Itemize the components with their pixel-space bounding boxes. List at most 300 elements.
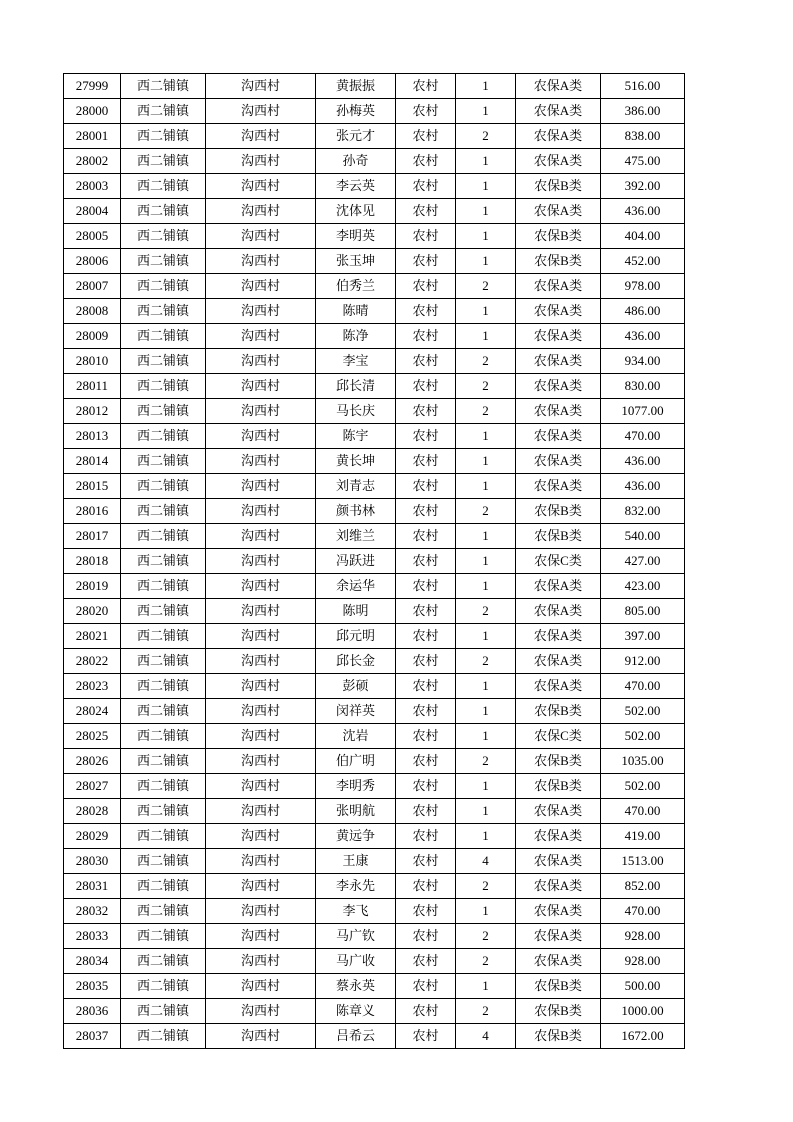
- cell-id: 28023: [64, 674, 121, 699]
- cell-amount: 404.00: [601, 224, 685, 249]
- cell-type: 农村: [396, 99, 456, 124]
- cell-type: 农村: [396, 399, 456, 424]
- table-row: [64, 174, 685, 199]
- cell-amount: 832.00: [601, 499, 685, 524]
- cell-type: 农村: [396, 799, 456, 824]
- cell-category: 农保B类: [516, 249, 601, 274]
- cell-category: 农保A类: [516, 899, 601, 924]
- cell-town: 西二铺镇: [121, 824, 206, 849]
- cell-town: 西二铺镇: [121, 574, 206, 599]
- cell-type: 农村: [396, 974, 456, 999]
- cell-town: 西二铺镇: [121, 74, 206, 99]
- table-row: [64, 899, 685, 924]
- table-row: [64, 374, 685, 399]
- cell-type: 农村: [396, 524, 456, 549]
- cell-name: 王康: [316, 849, 396, 874]
- cell-count: 1: [456, 149, 516, 174]
- table-row: [64, 199, 685, 224]
- cell-amount: 470.00: [601, 899, 685, 924]
- cell-town: 西二铺镇: [121, 849, 206, 874]
- cell-town: 西二铺镇: [121, 399, 206, 424]
- cell-count: 1: [456, 674, 516, 699]
- table-row: [64, 674, 685, 699]
- cell-name: 孙梅英: [316, 99, 396, 124]
- cell-count: 1: [456, 99, 516, 124]
- cell-amount: 486.00: [601, 299, 685, 324]
- cell-id: 28031: [64, 874, 121, 899]
- cell-category: 农保B类: [516, 999, 601, 1024]
- cell-name: 陈宇: [316, 424, 396, 449]
- cell-name: 黄长坤: [316, 449, 396, 474]
- cell-village: 沟西村: [206, 849, 316, 874]
- table-row: [64, 74, 685, 99]
- cell-amount: 516.00: [601, 74, 685, 99]
- cell-type: 农村: [396, 949, 456, 974]
- cell-town: 西二铺镇: [121, 474, 206, 499]
- cell-type: 农村: [396, 874, 456, 899]
- cell-name: 马广收: [316, 949, 396, 974]
- cell-type: 农村: [396, 674, 456, 699]
- cell-name: 伯广明: [316, 749, 396, 774]
- cell-category: 农保B类: [516, 1024, 601, 1049]
- cell-name: 张明航: [316, 799, 396, 824]
- cell-name: 李永先: [316, 874, 396, 899]
- cell-village: 沟西村: [206, 124, 316, 149]
- cell-id: 28002: [64, 149, 121, 174]
- cell-id: 28035: [64, 974, 121, 999]
- cell-count: 1: [456, 299, 516, 324]
- table-row: [64, 224, 685, 249]
- cell-count: 2: [456, 399, 516, 424]
- cell-id: 28009: [64, 324, 121, 349]
- cell-count: 2: [456, 874, 516, 899]
- cell-count: 1: [456, 224, 516, 249]
- table-row: [64, 149, 685, 174]
- cell-amount: 540.00: [601, 524, 685, 549]
- cell-name: 马广钦: [316, 924, 396, 949]
- cell-id: 28022: [64, 649, 121, 674]
- cell-type: 农村: [396, 649, 456, 674]
- cell-amount: 1000.00: [601, 999, 685, 1024]
- cell-count: 1: [456, 549, 516, 574]
- cell-name: 陈净: [316, 324, 396, 349]
- cell-count: 2: [456, 649, 516, 674]
- cell-type: 农村: [396, 474, 456, 499]
- cell-name: 沈体见: [316, 199, 396, 224]
- cell-town: 西二铺镇: [121, 324, 206, 349]
- cell-amount: 912.00: [601, 649, 685, 674]
- cell-amount: 436.00: [601, 324, 685, 349]
- cell-count: 1: [456, 324, 516, 349]
- cell-amount: 1672.00: [601, 1024, 685, 1049]
- records-table: [63, 73, 685, 1049]
- table-row: [64, 549, 685, 574]
- cell-name: 刘青志: [316, 474, 396, 499]
- cell-type: 农村: [396, 249, 456, 274]
- cell-village: 沟西村: [206, 324, 316, 349]
- table-row: [64, 699, 685, 724]
- table-row: [64, 499, 685, 524]
- table-row: [64, 574, 685, 599]
- cell-name: 邱长金: [316, 649, 396, 674]
- cell-village: 沟西村: [206, 424, 316, 449]
- cell-id: 28001: [64, 124, 121, 149]
- cell-type: 农村: [396, 899, 456, 924]
- cell-name: 李云英: [316, 174, 396, 199]
- cell-name: 闵祥英: [316, 699, 396, 724]
- cell-town: 西二铺镇: [121, 699, 206, 724]
- cell-id: 28013: [64, 424, 121, 449]
- cell-town: 西二铺镇: [121, 299, 206, 324]
- cell-village: 沟西村: [206, 874, 316, 899]
- cell-amount: 805.00: [601, 599, 685, 624]
- cell-count: 1: [456, 774, 516, 799]
- cell-amount: 1035.00: [601, 749, 685, 774]
- cell-category: 农保B类: [516, 699, 601, 724]
- cell-amount: 502.00: [601, 724, 685, 749]
- cell-id: 28008: [64, 299, 121, 324]
- cell-category: 农保A类: [516, 374, 601, 399]
- cell-town: 西二铺镇: [121, 374, 206, 399]
- cell-name: 陈明: [316, 599, 396, 624]
- table-row: [64, 349, 685, 374]
- cell-town: 西二铺镇: [121, 99, 206, 124]
- cell-village: 沟西村: [206, 699, 316, 724]
- cell-type: 农村: [396, 149, 456, 174]
- cell-name: 颜书林: [316, 499, 396, 524]
- cell-type: 农村: [396, 724, 456, 749]
- cell-id: 28005: [64, 224, 121, 249]
- cell-id: 28015: [64, 474, 121, 499]
- cell-village: 沟西村: [206, 399, 316, 424]
- cell-town: 西二铺镇: [121, 449, 206, 474]
- cell-id: 28020: [64, 599, 121, 624]
- cell-town: 西二铺镇: [121, 199, 206, 224]
- cell-village: 沟西村: [206, 974, 316, 999]
- cell-village: 沟西村: [206, 799, 316, 824]
- cell-category: 农保B类: [516, 749, 601, 774]
- cell-category: 农保A类: [516, 949, 601, 974]
- cell-amount: 852.00: [601, 874, 685, 899]
- cell-amount: 475.00: [601, 149, 685, 174]
- cell-name: 李飞: [316, 899, 396, 924]
- cell-category: 农保A类: [516, 324, 601, 349]
- cell-id: 28029: [64, 824, 121, 849]
- cell-town: 西二铺镇: [121, 799, 206, 824]
- cell-name: 彭硕: [316, 674, 396, 699]
- cell-category: 农保A类: [516, 99, 601, 124]
- cell-category: 农保A类: [516, 824, 601, 849]
- cell-id: 28004: [64, 199, 121, 224]
- cell-type: 农村: [396, 124, 456, 149]
- cell-id: 28003: [64, 174, 121, 199]
- cell-village: 沟西村: [206, 174, 316, 199]
- cell-type: 农村: [396, 449, 456, 474]
- cell-category: 农保A类: [516, 649, 601, 674]
- cell-amount: 436.00: [601, 474, 685, 499]
- cell-amount: 928.00: [601, 924, 685, 949]
- table-row: [64, 274, 685, 299]
- cell-id: 28007: [64, 274, 121, 299]
- cell-category: 农保A类: [516, 74, 601, 99]
- table-row: [64, 449, 685, 474]
- cell-id: 28034: [64, 949, 121, 974]
- cell-type: 农村: [396, 374, 456, 399]
- cell-name: 孙奇: [316, 149, 396, 174]
- cell-village: 沟西村: [206, 449, 316, 474]
- cell-type: 农村: [396, 749, 456, 774]
- cell-count: 2: [456, 999, 516, 1024]
- cell-village: 沟西村: [206, 649, 316, 674]
- cell-category: 农保B类: [516, 524, 601, 549]
- cell-amount: 427.00: [601, 549, 685, 574]
- cell-amount: 419.00: [601, 824, 685, 849]
- table-row: [64, 99, 685, 124]
- cell-village: 沟西村: [206, 299, 316, 324]
- cell-count: 2: [456, 599, 516, 624]
- cell-id: 27999: [64, 74, 121, 99]
- cell-count: 1: [456, 449, 516, 474]
- cell-amount: 502.00: [601, 774, 685, 799]
- cell-name: 沈岩: [316, 724, 396, 749]
- table-row: [64, 1024, 685, 1049]
- cell-amount: 928.00: [601, 949, 685, 974]
- cell-town: 西二铺镇: [121, 249, 206, 274]
- cell-category: 农保A类: [516, 599, 601, 624]
- cell-village: 沟西村: [206, 949, 316, 974]
- cell-village: 沟西村: [206, 524, 316, 549]
- cell-town: 西二铺镇: [121, 274, 206, 299]
- cell-category: 农保A类: [516, 799, 601, 824]
- cell-count: 1: [456, 624, 516, 649]
- cell-village: 沟西村: [206, 999, 316, 1024]
- cell-id: 28024: [64, 699, 121, 724]
- cell-amount: 392.00: [601, 174, 685, 199]
- cell-id: 28017: [64, 524, 121, 549]
- cell-town: 西二铺镇: [121, 774, 206, 799]
- cell-count: 1: [456, 799, 516, 824]
- cell-name: 张玉坤: [316, 249, 396, 274]
- cell-town: 西二铺镇: [121, 349, 206, 374]
- cell-type: 农村: [396, 324, 456, 349]
- cell-type: 农村: [396, 549, 456, 574]
- cell-count: 1: [456, 474, 516, 499]
- table-row: [64, 774, 685, 799]
- cell-id: 28018: [64, 549, 121, 574]
- cell-id: 28021: [64, 624, 121, 649]
- cell-town: 西二铺镇: [121, 624, 206, 649]
- cell-village: 沟西村: [206, 374, 316, 399]
- cell-name: 黄振振: [316, 74, 396, 99]
- cell-id: 28037: [64, 1024, 121, 1049]
- table-row: [64, 824, 685, 849]
- cell-name: 蔡永英: [316, 974, 396, 999]
- cell-count: 1: [456, 199, 516, 224]
- cell-category: 农保B类: [516, 224, 601, 249]
- cell-village: 沟西村: [206, 74, 316, 99]
- cell-amount: 934.00: [601, 349, 685, 374]
- cell-village: 沟西村: [206, 149, 316, 174]
- cell-type: 农村: [396, 349, 456, 374]
- cell-town: 西二铺镇: [121, 649, 206, 674]
- cell-count: 2: [456, 124, 516, 149]
- cell-town: 西二铺镇: [121, 949, 206, 974]
- cell-count: 1: [456, 424, 516, 449]
- cell-village: 沟西村: [206, 724, 316, 749]
- cell-category: 农保B类: [516, 499, 601, 524]
- cell-village: 沟西村: [206, 1024, 316, 1049]
- cell-town: 西二铺镇: [121, 874, 206, 899]
- cell-name: 吕希云: [316, 1024, 396, 1049]
- cell-id: 28000: [64, 99, 121, 124]
- cell-amount: 502.00: [601, 699, 685, 724]
- cell-type: 农村: [396, 74, 456, 99]
- cell-village: 沟西村: [206, 224, 316, 249]
- cell-category: 农保A类: [516, 149, 601, 174]
- cell-category: 农保A类: [516, 624, 601, 649]
- cell-category: 农保A类: [516, 399, 601, 424]
- cell-count: 1: [456, 174, 516, 199]
- cell-name: 冯跃进: [316, 549, 396, 574]
- cell-name: 张元才: [316, 124, 396, 149]
- cell-type: 农村: [396, 699, 456, 724]
- cell-count: 2: [456, 749, 516, 774]
- cell-count: 2: [456, 374, 516, 399]
- cell-category: 农保A类: [516, 574, 601, 599]
- cell-type: 农村: [396, 274, 456, 299]
- cell-name: 李宝: [316, 349, 396, 374]
- cell-type: 农村: [396, 999, 456, 1024]
- cell-amount: 500.00: [601, 974, 685, 999]
- cell-village: 沟西村: [206, 574, 316, 599]
- cell-town: 西二铺镇: [121, 974, 206, 999]
- cell-village: 沟西村: [206, 824, 316, 849]
- cell-name: 陈章义: [316, 999, 396, 1024]
- cell-count: 1: [456, 74, 516, 99]
- cell-type: 农村: [396, 1024, 456, 1049]
- cell-count: 1: [456, 249, 516, 274]
- cell-count: 4: [456, 849, 516, 874]
- cell-type: 农村: [396, 199, 456, 224]
- cell-village: 沟西村: [206, 99, 316, 124]
- cell-village: 沟西村: [206, 774, 316, 799]
- cell-id: 28016: [64, 499, 121, 524]
- cell-village: 沟西村: [206, 249, 316, 274]
- cell-category: 农保A类: [516, 674, 601, 699]
- cell-id: 28030: [64, 849, 121, 874]
- cell-id: 28011: [64, 374, 121, 399]
- table-row: [64, 599, 685, 624]
- cell-count: 1: [456, 574, 516, 599]
- cell-name: 邱长清: [316, 374, 396, 399]
- table-row: [64, 649, 685, 674]
- table-row: [64, 299, 685, 324]
- cell-name: 黄远争: [316, 824, 396, 849]
- cell-type: 农村: [396, 174, 456, 199]
- cell-count: 2: [456, 924, 516, 949]
- table-row: [64, 949, 685, 974]
- cell-name: 邱元明: [316, 624, 396, 649]
- cell-amount: 423.00: [601, 574, 685, 599]
- cell-category: 农保A类: [516, 474, 601, 499]
- cell-id: 28012: [64, 399, 121, 424]
- table-row: [64, 749, 685, 774]
- cell-amount: 386.00: [601, 99, 685, 124]
- cell-town: 西二铺镇: [121, 499, 206, 524]
- table-row: [64, 524, 685, 549]
- cell-name: 陈晴: [316, 299, 396, 324]
- table-row: [64, 924, 685, 949]
- cell-category: 农保A类: [516, 199, 601, 224]
- cell-type: 农村: [396, 774, 456, 799]
- table-row: [64, 799, 685, 824]
- cell-village: 沟西村: [206, 274, 316, 299]
- cell-town: 西二铺镇: [121, 999, 206, 1024]
- cell-category: 农保A类: [516, 924, 601, 949]
- cell-amount: 470.00: [601, 674, 685, 699]
- cell-town: 西二铺镇: [121, 1024, 206, 1049]
- cell-category: 农保A类: [516, 449, 601, 474]
- cell-id: 28014: [64, 449, 121, 474]
- cell-category: 农保A类: [516, 274, 601, 299]
- cell-town: 西二铺镇: [121, 549, 206, 574]
- cell-category: 农保B类: [516, 174, 601, 199]
- cell-town: 西二铺镇: [121, 674, 206, 699]
- cell-id: 28032: [64, 899, 121, 924]
- cell-count: 1: [456, 899, 516, 924]
- cell-town: 西二铺镇: [121, 599, 206, 624]
- cell-category: 农保A类: [516, 849, 601, 874]
- cell-id: 28036: [64, 999, 121, 1024]
- table-row: [64, 624, 685, 649]
- cell-type: 农村: [396, 599, 456, 624]
- cell-category: 农保A类: [516, 349, 601, 374]
- cell-category: 农保B类: [516, 974, 601, 999]
- cell-category: 农保C类: [516, 724, 601, 749]
- cell-village: 沟西村: [206, 624, 316, 649]
- cell-town: 西二铺镇: [121, 524, 206, 549]
- cell-name: 李明英: [316, 224, 396, 249]
- cell-village: 沟西村: [206, 599, 316, 624]
- spreadsheet-print-area: [63, 73, 685, 1049]
- cell-village: 沟西村: [206, 499, 316, 524]
- cell-id: 28026: [64, 749, 121, 774]
- table-row: [64, 724, 685, 749]
- cell-id: 28010: [64, 349, 121, 374]
- cell-amount: 838.00: [601, 124, 685, 149]
- cell-town: 西二铺镇: [121, 924, 206, 949]
- table-body: [64, 74, 685, 1049]
- cell-type: 农村: [396, 624, 456, 649]
- cell-amount: 830.00: [601, 374, 685, 399]
- cell-type: 农村: [396, 299, 456, 324]
- cell-town: 西二铺镇: [121, 174, 206, 199]
- cell-id: 28028: [64, 799, 121, 824]
- cell-village: 沟西村: [206, 474, 316, 499]
- cell-count: 1: [456, 524, 516, 549]
- cell-town: 西二铺镇: [121, 124, 206, 149]
- cell-type: 农村: [396, 424, 456, 449]
- cell-type: 农村: [396, 849, 456, 874]
- cell-count: 4: [456, 1024, 516, 1049]
- cell-village: 沟西村: [206, 349, 316, 374]
- cell-count: 2: [456, 499, 516, 524]
- cell-village: 沟西村: [206, 899, 316, 924]
- cell-type: 农村: [396, 924, 456, 949]
- cell-village: 沟西村: [206, 924, 316, 949]
- cell-name: 刘维兰: [316, 524, 396, 549]
- cell-id: 28027: [64, 774, 121, 799]
